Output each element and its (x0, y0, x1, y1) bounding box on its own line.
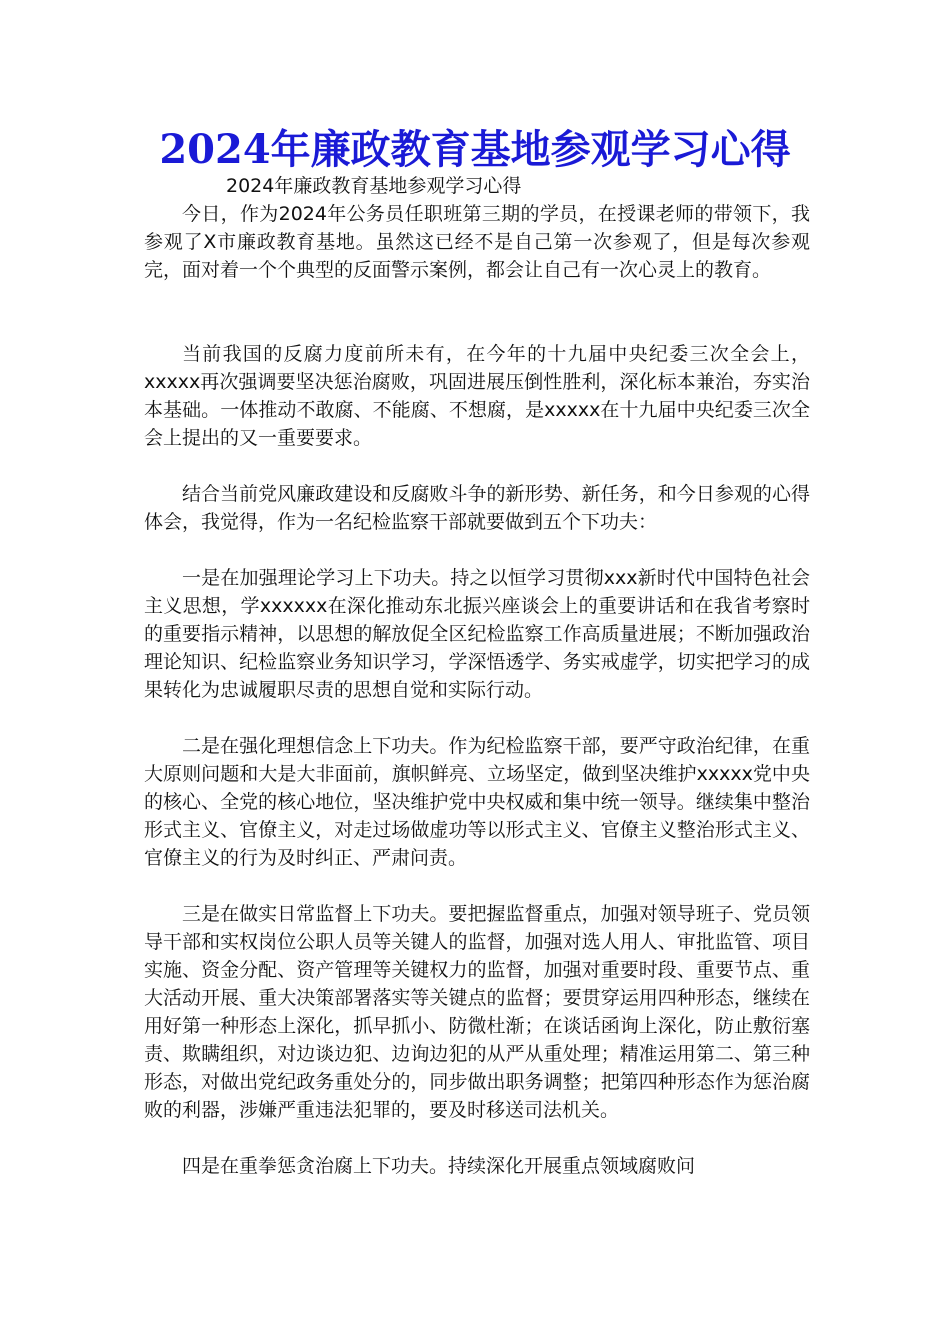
paragraph-3: 结合当前党风廉政建设和反腐败斗争的新形势、新任务，和今日参观的心得体会，我觉得，作为一名纪检监察干部就要做到五个下功夫： (144, 483, 810, 533)
paragraph-6: 三是在做实日常监督上下功夫。要把握监督重点，加强对领导班子、党员领导干部和实权岗位公职人员等关键人的监督，加强对选人用人、审批监管、项目实施、资金分配、资产管理等关键权力的监督，加强对重要时段、重要节点、重大活动开展、重大决策部署落实等关键点的监督；要贯穿运用四种形态，继续在用好第一种形态上深化，抓早抓小、防微杜渐；在谈话函询上深化，防止敷衍塞责、欺瞒组织，对边谈边犯、边询边犯的从严从重处理；精准运用第二、第三种形态，对做出党纪政务重处分的，同步做出职务调整；把第四种形态作为惩治腐败的利器，涉嫌严重违法犯罪的，要及时移送司法机关。 (144, 903, 810, 1121)
paragraph-4: 一是在加强理论学习上下功夫。持之以恒学习贯彻xxx新时代中国特色社会主义思想，学xxxxxx在深化推动东北振兴座谈会上的重要讲话和在我省考察时的重要指示精神，以思想的解放促全区纪检监察工作高质量进展；不断加强政治理论知识、纪检监察业务知识学习，学深悟透学、务实戒虚学，切实把学习的成果转化为忠诚履职尽责的思想自觉和实际行动。 (144, 567, 810, 701)
document-subtitle: 2024年廉政教育基地参观学习心得 (226, 175, 522, 197)
paragraph-7: 四是在重拳惩贪治腐上下功夫。持续深化开展重点领域腐败问 (182, 1155, 696, 1177)
document-title: 2024年廉政教育基地参观学习心得 (159, 126, 791, 173)
document-body (144, 172, 810, 1180)
paragraph-2: 当前我国的反腐力度前所未有，在今年的十九届中央纪委三次全会上，xxxxx再次强调要坚决惩治腐败，巩固进展压倒性胜利，深化标本兼治，夯实治本基础。一体推动不敢腐、不能腐、不想腐，是xxxxx在十九届中央纪委三次全会上提出的又一重要要求。 (144, 343, 810, 449)
paragraph-1: 今日，作为2024年公务员任职班第三期的学员，在授课老师的带领下，我参观了X市廉政教育基地。虽然这已经不是自己第一次参观了，但是每次参观完，面对着一个个典型的反面警示案例，都会让自己有一次心灵上的教育。 (144, 203, 810, 281)
paragraph-5: 二是在强化理想信念上下功夫。作为纪检监察干部，要严守政治纪律，在重大原则问题和大是大非面前，旗帜鲜亮、立场坚定，做到坚决维护xxxxx党中央的核心、全党的核心地位，坚决维护党中央权威和集中统一领导。继续集中整治形式主义、官僚主义，对走过场做虚功等以形式主义、官僚主义整治形式主义、官僚主义的行为及时纠正、严肃问责。 (144, 735, 810, 869)
